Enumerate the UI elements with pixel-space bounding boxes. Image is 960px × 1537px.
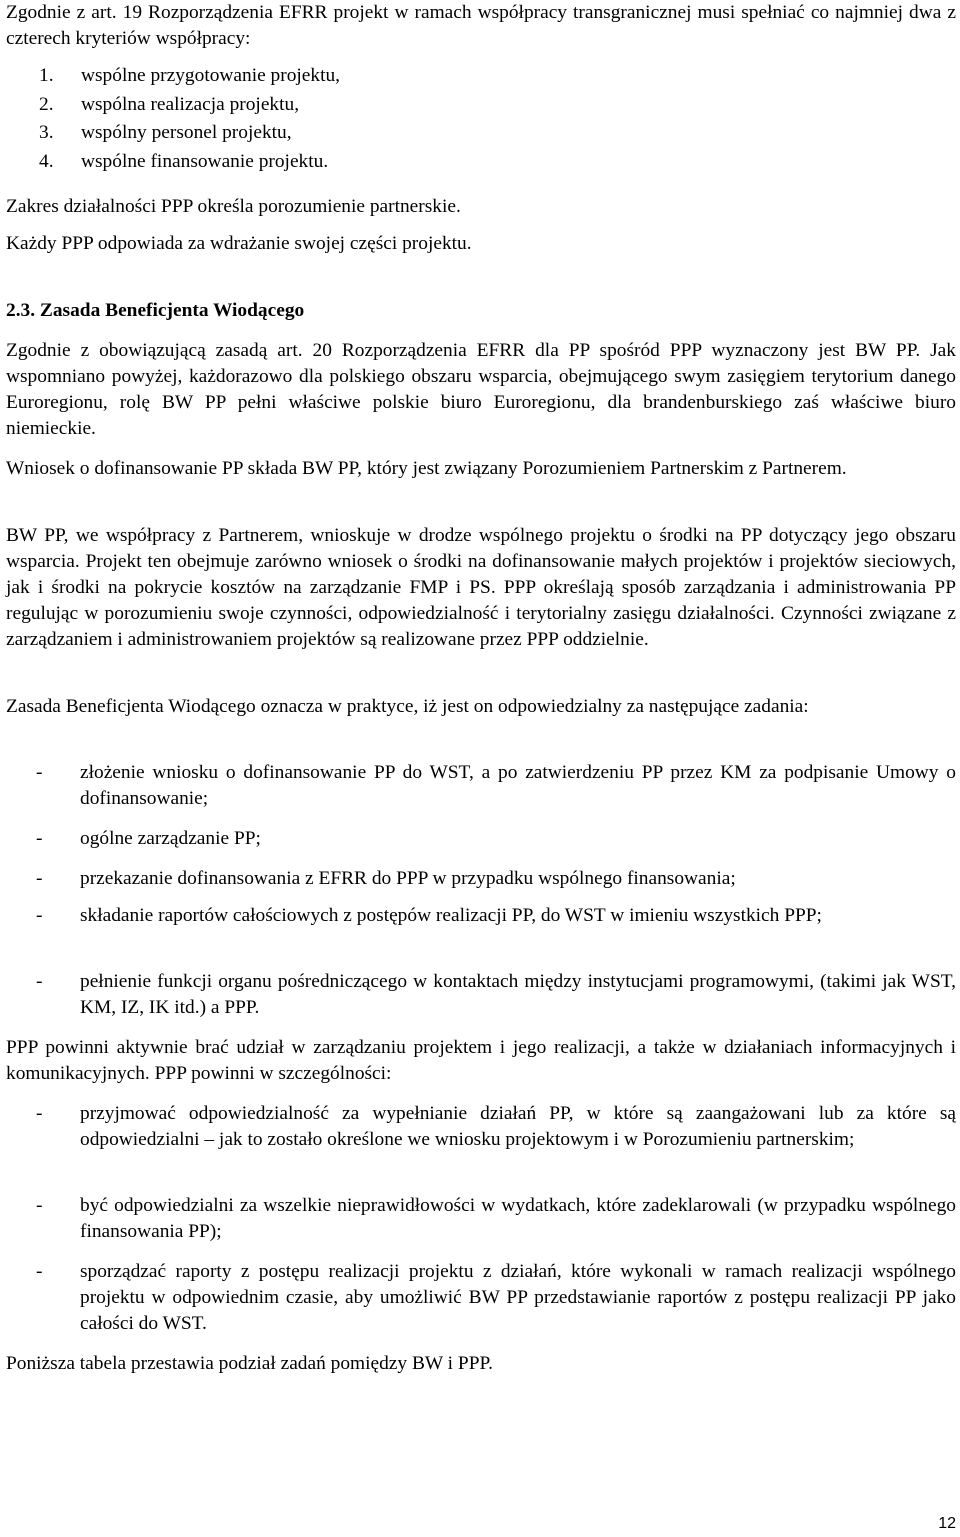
partners-paragraph: PPP powinni aktywnie brać udział w zarządzaniu projektem i jego realizacji, a także w działaniach informacyjnych i komunikacyjnych. PPP powinni w szczególności:	[6, 1037, 956, 1084]
partner-task-item	[6, 1193, 956, 1245]
dash-bullet: -	[36, 1195, 43, 1216]
lead-task-text: przekazanie dofinansowania z EFRR do PPP w przypadku wspólnego finansowania;	[80, 868, 736, 889]
cooperation-paragraph: BW PP, we współpracy z Partnerem, wnioskuje w drodze wspólnego projektu o środki na PP dotyczący jego obszaru wsparcia. Projekt ten obejmuje zarówno wniosek o środki na dofinansowanie małych projektów i projektów sieciowych, jak i środki na pokrycie kosztów na zarządzanie FMP i PS. PPP określają sposób zarządzania i administrowania PP regulując w porozumieniu swoje czynności, odpowiedzialność i terytorialny zasięgu działalności. Czynności związane z zarządzaniem i administrowaniem projektów są realizowane przez PPP oddzielnie.	[6, 525, 956, 650]
page-number: 12	[938, 1515, 956, 1532]
criteria-text: wspólna realizacja projektu,	[81, 93, 300, 115]
lead-task-item	[6, 826, 956, 852]
scope-line: Zakres działalności PPP określa porozumienie partnerskie.	[6, 196, 461, 217]
criteria-item	[39, 63, 939, 92]
principle-paragraph: Zasada Beneficjenta Wiodącego oznacza w praktyce, iż jest on odpowiedzialny za następujące zadania:	[6, 696, 809, 717]
criteria-text: wspólne przygotowanie projektu,	[81, 65, 341, 86]
dash-bullet: -	[36, 828, 43, 849]
lead-task-item	[6, 969, 956, 1021]
lead-task-item	[6, 903, 956, 929]
dash-bullet: -	[36, 868, 43, 889]
criteria-number: 4.	[39, 150, 54, 172]
dash-bullet: -	[36, 762, 43, 783]
lead-task-text: złożenie wniosku o dofinansowanie PP do WST, a po zatwierdzeniu PP przez KM za podpisanie Umowy o dofinansowanie;	[80, 762, 956, 809]
lead-task-text: składanie raportów całościowych z postępów realizacji PP, do WST w imieniu wszystkich PPP;	[80, 905, 822, 926]
criteria-list	[39, 63, 939, 177]
criteria-text: wspólne finansowanie projektu.	[81, 150, 329, 172]
responsibility-line: Każdy PPP odpowiada za wdrażanie swojej części projektu.	[6, 233, 472, 254]
lead-task-item	[6, 866, 956, 892]
partner-task-text: sporządzać raporty z postępu realizacji projektu z działań, które wykonali w ramach realizacji wspólnego projektu w odpowiednim czasie, aby umożliwić BW PP przedstawianie raportów z postępu realizacji PP jako całości do WST.	[80, 1261, 956, 1334]
application-paragraph: Wniosek o dofinansowanie PP składa BW PP, który jest związany Porozumieniem Partnerskim z Partnerem.	[6, 458, 847, 479]
partner-task-item	[6, 1101, 956, 1153]
criteria-number: 1.	[39, 65, 54, 86]
partner-task-text: przyjmować odpowiedzialność za wypełnianie działań PP, w które są zaangażowani lub za które są odpowiedzialni – jak to zostało określone we wniosku projektowym i w Porozumieniu partnerskim;	[80, 1103, 956, 1150]
dash-bullet: -	[36, 905, 43, 926]
criteria-number: 3.	[39, 122, 54, 143]
criteria-item	[39, 92, 939, 121]
criteria-item	[39, 120, 939, 149]
criteria-item	[39, 149, 939, 178]
dash-bullet: -	[36, 971, 43, 992]
closing-line: Poniższa tabela przestawia podział zadań pomiędzy BW i PPP.	[6, 1353, 493, 1374]
partner-task-item	[6, 1259, 956, 1337]
dash-bullet: -	[36, 1261, 43, 1282]
partner-task-text: być odpowiedzialni za wszelkie nieprawidłowości w wydatkach, które zadeklarowali (w przypadku wspólnego finansowania PP);	[80, 1195, 956, 1242]
lead-beneficiary-paragraph: Zgodnie z obowiązującą zasadą art. 20 Rozporządzenia EFRR dla PP spośród PPP wyznaczony jest BW PP. Jak wspomniano powyżej, każdorazowo dla polskiego obszaru wsparcia, obejmującego swym zasięgiem terytorium danego Euroregionu, rolę BW PP pełni właściwe polskie biuro Euroregionu, dla brandenburskiego zaś właściwe biuro niemieckie.	[6, 340, 956, 439]
dash-bullet: -	[36, 1103, 43, 1124]
criteria-text: wspólny personel projektu,	[81, 122, 292, 143]
criteria-number: 2.	[39, 93, 54, 115]
section-heading: 2.3. Zasada Beneficjenta Wiodącego	[6, 300, 305, 321]
lead-task-text: ogólne zarządzanie PP;	[80, 828, 261, 849]
intro-paragraph: Zgodnie z art. 19 Rozporządzenia EFRR projekt w ramach współpracy transgranicznej musi spełniać co najmniej dwa z czterech kryteriów współpracy:	[6, 2, 956, 49]
lead-task-item	[6, 760, 956, 812]
lead-task-text: pełnienie funkcji organu pośredniczącego w kontaktach między instytucjami programowymi, (takimi jak WST, KM, IZ, IK itd.) a PPP.	[80, 971, 956, 1018]
